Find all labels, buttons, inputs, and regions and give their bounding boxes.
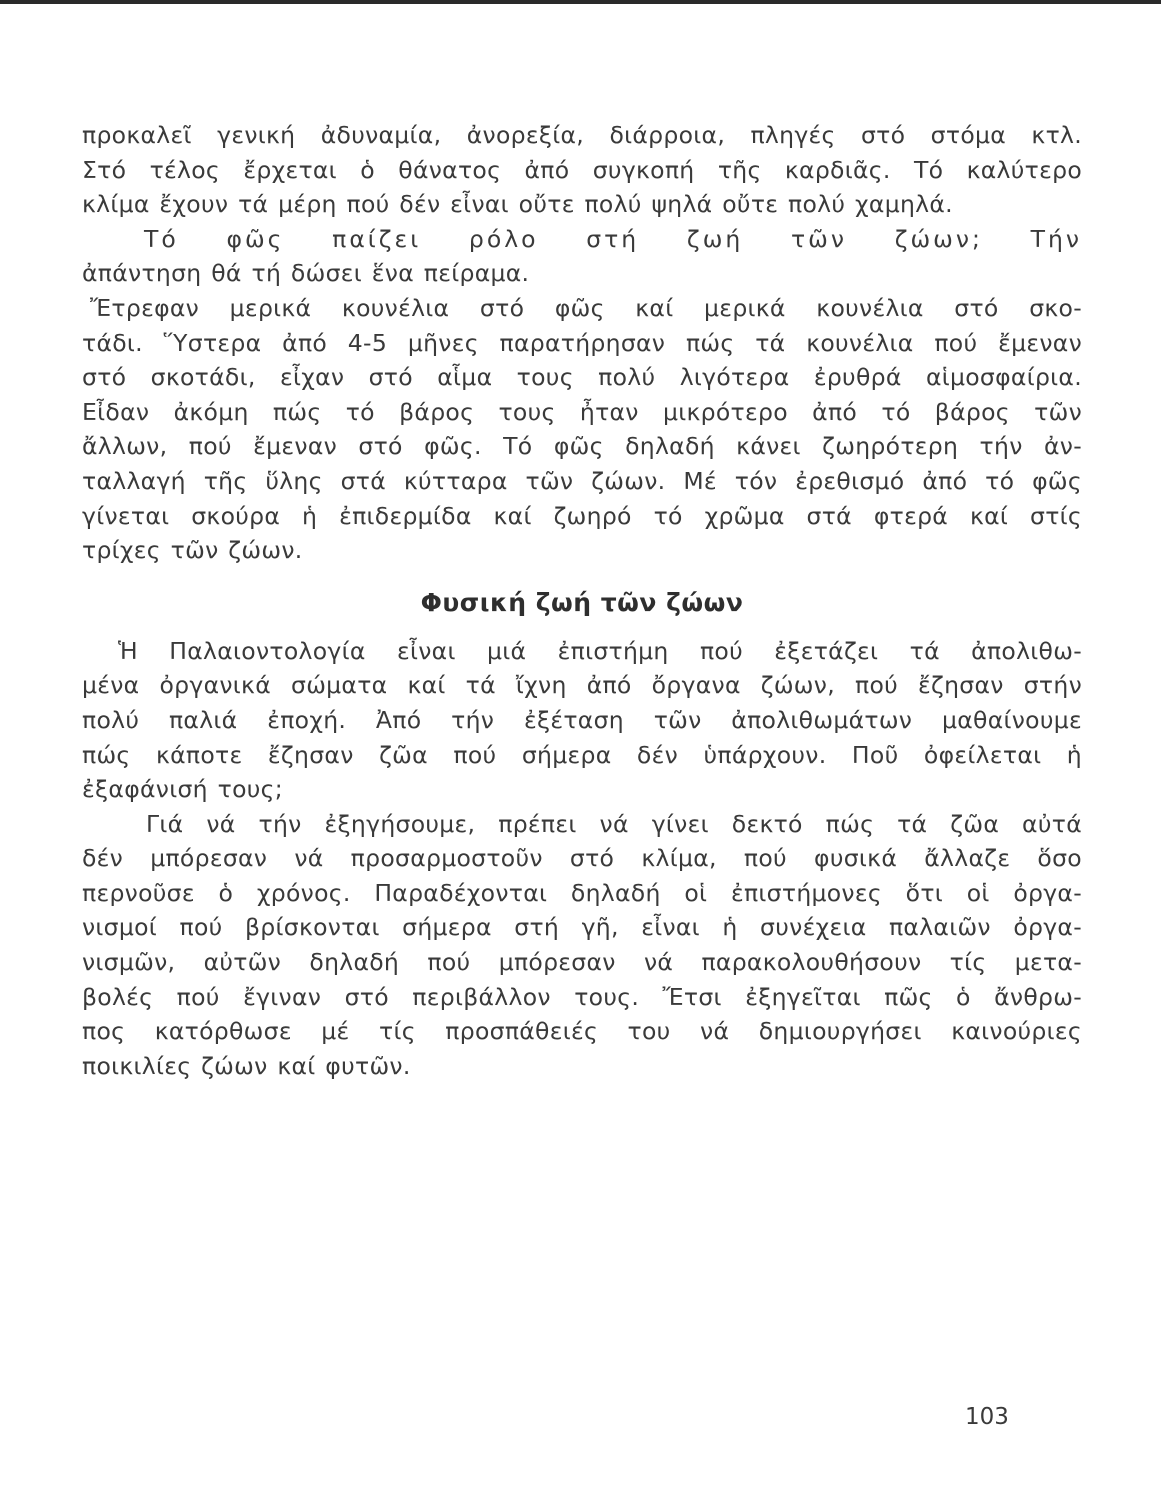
text-line: πος κατόρθωσε μέ τίς προσπάθειές του νά δημιουργήσει καινούριες (82, 1017, 1082, 1046)
text-line: ταλλαγή τῆς ὕλης στά κύτταρα τῶν ζώων. Μέ τόν ἐρεθισμό ἀπό τό φῶς (82, 466, 1082, 495)
page-body (82, 118, 1082, 1083)
text-line: μένα ὀργανικά σώματα καί τά ἴχνη ἀπό ὄργανα ζώων, πού ἔζησαν στήν (82, 671, 1082, 700)
text-line: Γιά νά τήν ἐξηγήσουμε, πρέπει νά γίνει δεκτό πώς τά ζῶα αὐτά (146, 809, 1082, 838)
text-line: κλίμα ἔχουν τά μέρη πού δέν εἶναι οὔτε πολύ ψηλά οὔτε πολύ χαμηλά. (82, 190, 953, 219)
scan-top-edge (0, 0, 1161, 4)
section-heading: Φυσική ζωή τῶν ζώων (420, 587, 744, 617)
text-line: γίνεται σκούρα ἡ ἐπιδερμίδα καί ζωηρό τό χρῶμα στά φτερά καί στίς (82, 501, 1082, 530)
text-line: βολές πού ἔγιναν στό περιβάλλον τους. Ἔτσι ἐξηγεῖται πῶς ὁ ἄνθρω- (82, 982, 1082, 1011)
text-line: στό σκοτάδι, εἶχαν στό αἷμα τους πολύ λιγότερα ἐρυθρά αἱμοσφαίρια. (82, 363, 1082, 392)
text-line: Ἡ Παλαιοντολογία εἶναι μιά ἐπιστήμη πού ἐξετάζει τά ἀπολιθω- (118, 636, 1082, 665)
text-line: νισμῶν, αὐτῶν δηλαδή πού μπόρεσαν νά παρακολουθήσουν τίς μετα- (82, 948, 1082, 977)
text-line: ἄλλων, πού ἔμεναν στό φῶς. Τό φῶς δηλαδή κάνει ζωηρότερη τήν ἀν- (82, 432, 1082, 461)
text-line: ἀπάντηση θά τή δώσει ἕνα πείραμα. (82, 259, 530, 288)
text-line: ἐξαφάνισή τους; (82, 775, 283, 804)
text-line: τάδι. Ὕστερα ἀπό 4-5 μῆνες παρατήρησαν πώς τά κουνέλια πού ἔμεναν (82, 328, 1082, 357)
text-line: πολύ παλιά ἐποχή. Ἀπό τήν ἐξέταση τῶν ἀπολιθωμάτων μαθαίνουμε (82, 705, 1082, 734)
text-line-emphasis: Τό φῶς παίζει ρόλο στή ζωή τῶν ζώων; Τήν (144, 224, 1082, 253)
text-line: δέν μπόρεσαν νά προσαρμοστοῦν στό κλίμα, πού φυσικά ἄλλαζε ὅσο (82, 844, 1082, 873)
text-line: Ἔτρεφαν μερικά κουνέλια στό φῶς καί μερικά κουνέλια στό σκο- (90, 293, 1082, 322)
text-line: περνοῦσε ὁ χρόνος. Παραδέχονται δηλαδή οἱ ἐπιστήμονες ὅτι οἱ ὀργα- (82, 878, 1082, 907)
text-line: νισμοί πού βρίσκονται σήμερα στή γῆ, εἶναι ἡ συνέχεια παλαιῶν ὀργα- (82, 913, 1082, 942)
page-number: 103 (965, 1404, 1009, 1430)
text-line: Εἶδαν ἀκόμη πώς τό βάρος τους ἦταν μικρότερο ἀπό τό βάρος τῶν (82, 397, 1082, 426)
text-line: προκαλεῖ γενική ἀδυναμία, ἀνορεξία, διάρροια, πληγές στό στόμα κτλ. (82, 121, 1082, 149)
text-line: Στό τέλος ἔρχεται ὁ θάνατος ἀπό συγκοπή τῆς καρδιᾶς. Τό καλύτερο (82, 155, 1082, 184)
text-line: ποικιλίες ζώων καί φυτῶν. (82, 1051, 411, 1080)
text-line: πώς κάποτε ἔζησαν ζῶα πού σήμερα δέν ὑπάρχουν. Ποῦ ὀφείλεται ἡ (82, 740, 1082, 769)
text-line: τρίχες τῶν ζώων. (82, 536, 303, 565)
